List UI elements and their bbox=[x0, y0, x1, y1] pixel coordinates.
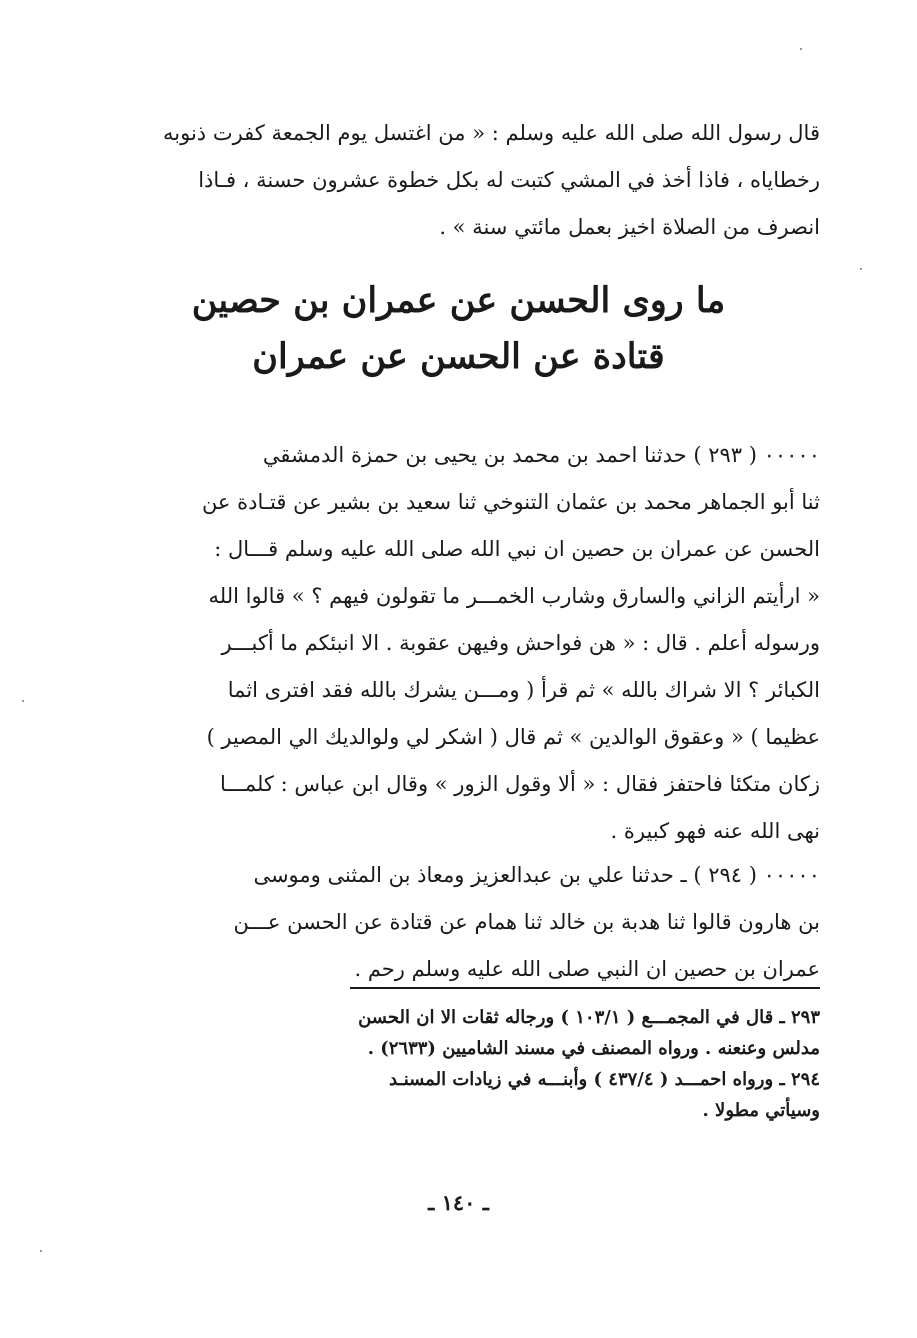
text-line: ثنا أبو الجماهر محمد بن عثمان التنوخي ثنا سعيد بن بشير عن قتـادة عن bbox=[201, 490, 820, 514]
text-line: « ارأيتم الزاني والسارق وشارب الخمـــر ما تقولون فيهم ؟ » قالوا الله bbox=[208, 584, 820, 608]
text-line: ٠٠٠٠٠ ( ٢٩٤ ) ـ حدثنا علي بن عبدالعزيز ومعاذ بن المثنى وموسى bbox=[253, 863, 820, 887]
footnotes bbox=[98, 1002, 820, 1126]
section-heading-line-2: قتادة عن الحسن عن عمران bbox=[252, 336, 665, 377]
hadith-294 bbox=[98, 852, 820, 993]
text-line: انصرف من الصلاة اخيز بعمل مائتي سنة » . bbox=[439, 215, 820, 239]
text-line: الكبائر ؟ الا شراك بالله » ثم قرأ ( ومـــن يشرك بالله فقد افترى اثما bbox=[227, 678, 820, 702]
text-line: ورسوله أعلم . قال : « هن فواحش وفيهن عقوبة . الا انبئكم ما أكبـــر bbox=[221, 631, 820, 655]
text-line: نهى الله عنه فهو كبيرة . bbox=[610, 819, 820, 843]
scan-speck bbox=[22, 700, 24, 702]
intro-paragraph bbox=[98, 110, 820, 251]
scan-speck bbox=[40, 1250, 42, 1252]
footnote-line: مدلس وعنعنه . ورواه المصنف في مسند الشاميين (٢٦٣٣) . bbox=[367, 1038, 820, 1059]
text-line: عظيما ) « وعقوق الوالدين » ثم قال ( اشكر لي ولوالديك الي المصير ) bbox=[206, 725, 820, 749]
scan-speck bbox=[800, 48, 802, 50]
text-line: قال رسول الله صلى الله عليه وسلم : « من اغتسل يوم الجمعة كفرت ذنوبه bbox=[163, 121, 820, 145]
text-line: ٠٠٠٠٠ ( ٢٩٣ ) حدثنا احمد بن محمد بن يحيى بن حمزة الدمشقي bbox=[262, 443, 820, 467]
scan-speck bbox=[860, 268, 862, 270]
text-line: عمران بن حصين ان النبي صلى الله عليه وسلم رحم . bbox=[354, 957, 820, 981]
text-line: بن هارون قالوا ثنا هدبة بن خالد ثنا همام عن قتادة عن الحسن عـــن bbox=[233, 910, 820, 934]
hadith-293 bbox=[98, 432, 820, 855]
footnote-divider bbox=[350, 987, 820, 989]
text-line: الحسن عن عمران بن حصين ان نبي الله صلى الله عليه وسلم قـــال : bbox=[214, 537, 820, 561]
text-line: رخطاياه ، فاذا أخذ في المشي كتبت له بكل خطوة عشرون حسنة ، فـاذا bbox=[198, 168, 820, 192]
page-number: ـ ١٤٠ ـ bbox=[428, 1190, 489, 1215]
footnote-line: وسيأتي مطولا . bbox=[702, 1100, 820, 1121]
text-line: زكان متكئا فاحتفز فقال : « ألا وقول الزور » وقال ابن عباس : كلمـــا bbox=[219, 772, 820, 796]
footnote-line: ٢٩٤ ـ ورواه احمـــد ( ٤٣٧/٤ ) وأبنـــه في زيادات المسنـد bbox=[388, 1069, 820, 1090]
section-heading-line-1: ما روى الحسن عن عمران بن حصين bbox=[191, 280, 726, 321]
footnote-line: ٢٩٣ ـ قال في المجمـــع ( ١٠٣/١ ) ورجاله ثقات الا ان الحسن bbox=[358, 1007, 820, 1028]
